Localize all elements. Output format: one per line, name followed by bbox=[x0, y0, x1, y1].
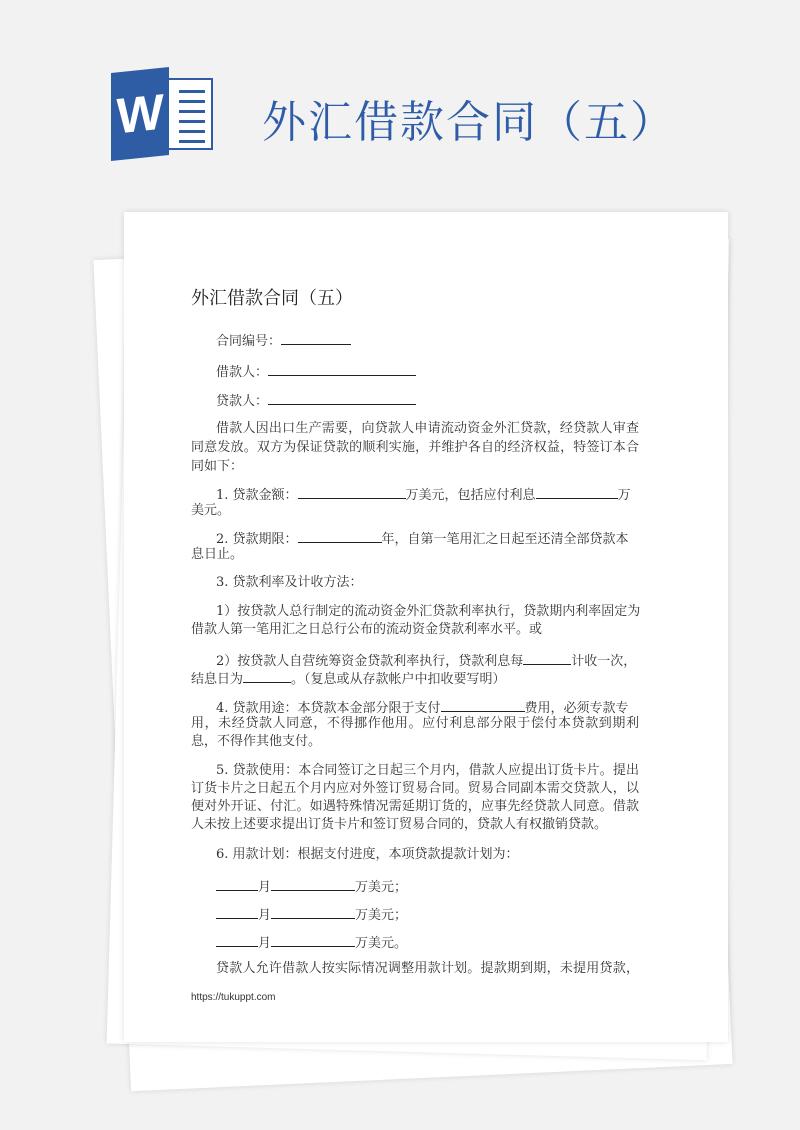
contract-no-line: 合同编号： bbox=[216, 330, 664, 351]
clause-2-line-1: 2. 贷款期限： 年，自第一笔用汇之日起至还清全部贷款本 bbox=[216, 528, 664, 549]
clause-4-line-3: 息，不得作其他支付。 bbox=[191, 734, 322, 749]
clause-1-line-1: 1. 贷款金额： 万美元，包括应付利息 万 bbox=[216, 484, 664, 505]
footer-url: https://tukuppt.com bbox=[191, 992, 276, 1003]
contract-no-blank bbox=[281, 330, 351, 345]
intro-line-1: 借款人因出口生产需要，向贷款人申请流动资金外汇贷款，经贷款人审查 bbox=[216, 421, 639, 436]
intro-line-2: 同意发放。双方为保证贷款的顺利实施，并维护各自的经济权益，特签订本合 bbox=[191, 440, 639, 455]
last-line: 贷款人允许借款人按实际情况调整用款计划。提款期到期，未提用贷款， bbox=[216, 961, 639, 976]
clause-4-line-1: 4. 贷款用途：本贷款本金部分限于支付 费用，必须专款专 bbox=[216, 697, 664, 718]
header-title: 外汇借款合同（五） bbox=[262, 97, 676, 148]
clause-3a-line-2: 借款人第一笔用汇之日总行公布的流动资金贷款利率水平。或 bbox=[191, 622, 543, 637]
lender-line: 贷款人： bbox=[216, 390, 664, 411]
clause-4-line-2: 用，未经贷款人同意，不得挪作他用。应付利息部分限于偿付本贷款到期利 bbox=[191, 716, 639, 731]
clause-5-line-3: 便对外开证、付汇。如遇特殊情况需延期订货的，应事先经贷款人同意。借款 bbox=[191, 799, 639, 814]
word-doc-icon bbox=[111, 70, 215, 158]
clause-3b-line-1: 2）按贷款人自营统筹资金贷款利率执行，贷款利息每 计收一次， bbox=[216, 650, 664, 671]
clause-3b-line-2: 结息日为 。（复息或从存款帐户中扣收要写明） bbox=[191, 668, 639, 689]
clause-1-line-2: 美元。 bbox=[191, 503, 231, 518]
plan-row-2: 月 万美元； bbox=[216, 904, 664, 925]
clause-3a-line-1: 1）按贷款人总行制定的流动资金外汇贷款利率执行，贷款期内利率固定为 bbox=[216, 604, 641, 619]
plan-row-1: 月 万美元； bbox=[216, 876, 664, 897]
clause-2-line-2: 息日止。 bbox=[191, 547, 244, 562]
intro-line-3: 同如下： bbox=[191, 459, 244, 474]
borrower-blank bbox=[268, 361, 416, 376]
word-letter: W bbox=[111, 67, 169, 161]
borrower-line: 借款人： bbox=[216, 361, 664, 382]
clause-3-heading: 3. 贷款利率及计收方法： bbox=[216, 575, 363, 590]
clause-5-line-4: 人未按上述要求提出订货卡片和签订贸易合同的，贷款人有权撤销贷款。 bbox=[191, 817, 608, 832]
clause-5-line-2: 订货卡片之日起五个月内应对外签订贸易合同。贸易合同副本需交贷款人，以 bbox=[191, 781, 639, 796]
clause-6-heading: 6. 用款计划：根据支付进度，本项贷款提款计划为： bbox=[216, 847, 519, 862]
lender-blank bbox=[268, 390, 416, 405]
plan-row-3: 月 万美元。 bbox=[216, 932, 664, 953]
clause-5-line-1: 5. 贷款使用：本合同签订之日起三个月内，借款人应提出订货卡片。提出 bbox=[216, 763, 639, 778]
document-title: 外汇借款合同（五） bbox=[191, 288, 353, 309]
